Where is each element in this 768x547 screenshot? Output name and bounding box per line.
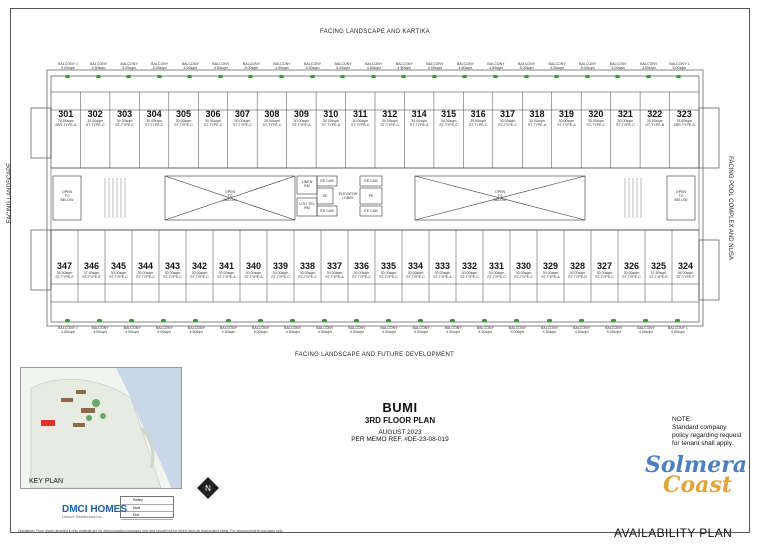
unit-331[interactable]	[483, 262, 510, 279]
unit-type: ST-TYPE-C	[468, 123, 488, 127]
ee-cab-right: EE CAB	[364, 179, 378, 183]
unit-number: 336	[353, 261, 370, 271]
se-room: SE	[322, 194, 328, 198]
unit-339[interactable]	[267, 262, 294, 279]
disclaimer: Disclaimer: Floor plans depicted in this material are for demonstration purposes only and should not be relied upon as final project plans. For announcement purposes only.	[18, 529, 284, 533]
unit-type: ST-TYPE-C	[136, 275, 155, 279]
unit-type: ST-TYPE-B	[645, 123, 665, 127]
unit-type: ST-TYPE-C	[586, 123, 606, 127]
planter-icon	[340, 75, 345, 78]
unit-type: ST-TYPE-C	[298, 275, 317, 279]
unit-number: 322	[647, 109, 663, 119]
unit-number: 341	[218, 261, 235, 271]
unit-number: 338	[299, 261, 316, 271]
unit-area: 30.00sqm	[218, 271, 235, 275]
balcony-label: BALCONY 4.50sqm	[640, 62, 658, 70]
unit-area: 30.00sqm	[434, 271, 451, 275]
unit-304[interactable]	[139, 110, 168, 127]
unit-type: ST-TYPE-C	[85, 123, 105, 127]
dmci-logo: DMCI HOMES	[62, 504, 127, 515]
planter-icon	[585, 75, 590, 78]
plan-date: AUGUST 2023	[378, 429, 422, 436]
balcony-label: BALCONY 5.00sqm	[242, 62, 261, 70]
unit-area: 30.00sqm	[542, 271, 559, 275]
unit-area: 30.00sqm	[499, 119, 516, 123]
balcony-label: BALCONY 5.00sqm	[605, 326, 623, 334]
unit-number: 310	[323, 109, 339, 119]
unit-number: 324	[677, 261, 694, 271]
unit-area: 30.00sqm	[381, 119, 398, 123]
unit-area: 78.50sqm	[57, 119, 74, 123]
unit-number: 317	[500, 109, 516, 119]
availability-plan-title: AVAILABILITY PLAN	[614, 526, 733, 540]
unit-number: 306	[205, 109, 221, 119]
unit-type: ST-TYPE-C	[380, 123, 400, 127]
unit-number: 332	[461, 261, 478, 271]
unit-340[interactable]	[240, 262, 267, 279]
unit-area: 30.00sqm	[515, 271, 532, 275]
unit-type: 2BR-TYPE-A	[55, 123, 77, 127]
elevator-lobby: ELEVATOR LOBBY	[338, 192, 358, 200]
unit-number: 316	[470, 109, 486, 119]
planter-icon	[96, 75, 101, 78]
unit-number: 331	[488, 261, 505, 271]
unit-area: 30.00sqm	[623, 271, 640, 275]
unit-317[interactable]	[493, 110, 522, 127]
unit-type: ST-TYPE-C	[498, 123, 517, 127]
unit-type: ST-TYPE-C	[109, 275, 128, 279]
unit-307[interactable]	[228, 110, 257, 127]
unit-area: 30.00sqm	[322, 119, 339, 123]
unit-325[interactable]	[645, 262, 672, 279]
unit-type: ST-TYPE-A	[325, 275, 344, 279]
unit-341[interactable]	[213, 262, 240, 279]
unit-area: 30.00sqm	[411, 119, 428, 123]
unit-type: ST-TYPE-C	[262, 123, 282, 127]
planter-icon	[161, 319, 166, 322]
balcony-label: BALCONY 1 4.50sqm	[57, 326, 79, 334]
balcony-label: BALCONY 5.00sqm	[579, 62, 597, 70]
unit-321[interactable]	[611, 110, 640, 127]
unit-318[interactable]	[522, 110, 551, 127]
balcony-label: BALCONY 5.00sqm	[426, 62, 444, 70]
unit-number: 337	[326, 261, 343, 271]
unit-type: ST-TYPE-F	[676, 275, 695, 279]
unit-type: ST-TYPE-C	[615, 123, 635, 127]
planter-icon	[354, 319, 359, 322]
unit-area: 30.00sqm	[110, 271, 127, 275]
unit-314[interactable]	[404, 110, 433, 127]
balcony-label: BALCONY 1 5.00sqm	[669, 62, 690, 70]
balcony-label: BALCONY 4.50sqm	[476, 326, 494, 334]
planter-icon	[218, 75, 223, 78]
unit-type: ST-TYPE-A	[217, 275, 236, 279]
unit-number: 330	[515, 261, 532, 271]
unit-type: ST-TYPE-C	[271, 275, 290, 279]
unit-number: 334	[407, 261, 424, 271]
left-facing-label: FACING LANDSCAPE	[7, 162, 14, 224]
unit-type: ST-TYPE-C	[233, 123, 252, 127]
unit-type: ST-TYPE-D	[568, 275, 587, 279]
unit-type: ST-TYPE-C	[144, 123, 164, 127]
balcony-label: BALCONY 5.00sqm	[517, 62, 536, 70]
planter-icon	[554, 75, 559, 78]
balcony-label: BALCONY 4.50sqm	[219, 326, 238, 334]
unit-319[interactable]	[552, 110, 581, 127]
planter-icon	[646, 75, 651, 78]
open-to-below-mid-left: OPEN TO BELOW	[223, 190, 237, 202]
unit-328[interactable]	[564, 262, 591, 279]
balcony-label: BALCONY 1 5.00sqm	[57, 62, 79, 70]
balcony-label: BALCONY 5.00sqm	[151, 62, 169, 70]
unit-number: 309	[293, 109, 309, 119]
balcony-label: BALCONY 4.50sqm	[365, 62, 383, 70]
planter-icon	[258, 319, 263, 322]
unit-number: 329	[542, 261, 559, 271]
unit-347[interactable]	[51, 262, 78, 279]
unit-number: 320	[588, 109, 604, 119]
unit-330[interactable]	[510, 262, 537, 279]
unit-type: ST-TYPE-A	[409, 123, 429, 127]
unit-number: 342	[191, 261, 208, 271]
planter-icon	[157, 75, 162, 78]
unit-number: 315	[441, 109, 457, 119]
planter-icon	[226, 319, 231, 322]
unit-type: ST-TYPE-C	[439, 123, 459, 127]
pe-room: PE	[368, 194, 374, 198]
unit-number: 318	[529, 109, 545, 119]
balcony-label: BALCONY 4.50sqm	[316, 326, 334, 334]
planter-icon	[643, 319, 648, 322]
unit-number: 345	[110, 261, 127, 271]
unit-number: 339	[272, 261, 289, 271]
unit-number: 344	[137, 261, 154, 271]
unit-type: ST-TYPE-C	[487, 275, 506, 279]
linen-room: LINEN RM	[301, 180, 313, 188]
unit-305[interactable]	[169, 110, 198, 127]
unit-area: 30.00sqm	[245, 271, 262, 275]
unit-309[interactable]	[287, 110, 316, 127]
unit-type: ST-TYPE-E	[82, 275, 101, 279]
unit-327[interactable]	[591, 262, 618, 279]
unit-number: 304	[146, 109, 162, 119]
unit-number: 305	[176, 109, 192, 119]
unit-area: 30.00sqm	[293, 119, 310, 123]
unit-type: ST-TYPE-A	[292, 123, 311, 127]
planter-icon	[432, 75, 437, 78]
unit-number: 326	[623, 261, 640, 271]
unit-312[interactable]	[375, 110, 404, 127]
north-arrow-icon	[196, 476, 220, 500]
unit-315[interactable]	[434, 110, 463, 127]
open-to-below-left: OPEN TO BELOW	[60, 190, 74, 202]
unit-308[interactable]	[257, 110, 286, 127]
floor-plan	[25, 48, 723, 340]
solmera-coast-logo: Solmera Coast	[645, 452, 748, 498]
unit-333[interactable]	[429, 262, 456, 279]
unit-number: 307	[234, 109, 250, 119]
unit-type: ST-TYPE-C	[595, 275, 614, 279]
unit-type: ST-TYPE-C	[174, 123, 193, 127]
balcony-label: BALCONY 4.50sqm	[181, 62, 199, 70]
unit-number: 335	[380, 261, 397, 271]
unit-323[interactable]	[670, 110, 699, 127]
unit-311[interactable]	[346, 110, 375, 127]
unit-area: 30.00sqm	[234, 119, 251, 123]
unit-area: 30.00sqm	[175, 119, 192, 123]
ee-cab-bottom: EE CAB	[320, 209, 334, 213]
unit-area: 30.00sqm	[470, 119, 486, 123]
unit-area: 30.00sqm	[596, 271, 613, 275]
unit-306[interactable]	[198, 110, 227, 127]
unit-343[interactable]	[159, 262, 186, 279]
unit-area: 30.00sqm	[272, 271, 289, 275]
unit-326[interactable]	[618, 262, 645, 279]
unit-type: ST-TYPE-A	[244, 275, 263, 279]
unit-number: 314	[411, 109, 427, 119]
planter-icon	[322, 319, 327, 322]
unit-324[interactable]	[672, 262, 699, 279]
unit-number: 328	[569, 261, 586, 271]
unit-number: 301	[58, 109, 74, 119]
unit-area: 30.00sqm	[146, 119, 162, 123]
planter-icon	[547, 319, 552, 322]
unit-area: 30.00sqm	[488, 271, 505, 275]
unit-area: 30.00sqm	[137, 271, 154, 275]
balcony-label: BALCONY 4.50sqm	[487, 62, 505, 70]
planter-icon	[386, 319, 391, 322]
unit-342[interactable]	[186, 262, 213, 279]
unit-area: 30.00sqm	[617, 119, 634, 123]
unit-type: ST-TYPE-C	[163, 275, 182, 279]
balcony-label: BALCONY 4.50sqm	[540, 326, 559, 334]
memo-ref: PER MEMO REF. #DE-23-08-019	[351, 436, 449, 443]
bottom-facing-label: FACING LANDSCAPE AND FUTURE DEVELOPMENT	[295, 352, 455, 358]
balcony-label: BALCONY 5.00sqm	[155, 326, 173, 334]
unit-type: ST-TYPE-C	[406, 275, 425, 279]
unit-type: ST-TYPE-C	[352, 275, 371, 279]
ee-cab-top: EE CAB	[320, 179, 334, 183]
balcony-label: BALCONY 4.50sqm	[273, 62, 291, 70]
balcony-label: BALCONY 4.50sqm	[91, 326, 109, 334]
unit-329[interactable]	[537, 262, 564, 279]
unit-number: 347	[56, 261, 73, 271]
open-to-below-right: OPEN TO BELOW	[674, 190, 688, 202]
unit-346[interactable]	[78, 262, 105, 279]
balcony-label: BALCONY 4.50sqm	[573, 326, 591, 334]
svg-text:N: N	[205, 484, 211, 493]
balcony-label: BALCONY 4.50sqm	[637, 326, 655, 334]
unit-type: ST-TYPE-C	[115, 123, 135, 127]
unit-area: 30.00sqm	[646, 119, 663, 123]
project-name: BUMI	[382, 400, 418, 415]
utility-room: UTL/ TEL RM	[299, 202, 315, 210]
balcony-label: BALCONY 4.50sqm	[212, 62, 230, 70]
unit-number: 302	[87, 109, 103, 119]
unit-type: ST-TYPE-C	[190, 275, 209, 279]
planter-icon	[418, 319, 423, 322]
planter-icon	[579, 319, 584, 322]
unit-area: 30.00sqm	[191, 271, 208, 275]
unit-301[interactable]	[51, 110, 80, 127]
unit-area: 30.00sqm	[529, 119, 545, 123]
planter-icon	[450, 319, 455, 322]
unit-344[interactable]	[132, 262, 159, 279]
planter-icon	[675, 319, 680, 322]
top-facing-label: FACING LANDSCAPE AND KARTIKA	[320, 29, 430, 35]
planter-icon	[310, 75, 315, 78]
unit-area: 30.00sqm	[116, 119, 133, 123]
unit-area: 30.00sqm	[87, 119, 104, 123]
unit-type: ST-TYPE-A	[321, 123, 341, 127]
unit-area: 30.00sqm	[380, 271, 397, 275]
unit-number: 319	[558, 109, 574, 119]
balcony-label: BALCONY 4.50sqm	[380, 326, 398, 334]
unit-338[interactable]	[294, 262, 321, 279]
balcony-label: BALCONY 4.50sqm	[284, 326, 302, 334]
unit-type: ST-TYPE-C	[203, 123, 223, 127]
unit-type: 2BR-TYPE-A	[673, 123, 695, 127]
balcony-label: BALCONY 5.00sqm	[252, 326, 270, 334]
planter-icon	[611, 319, 616, 322]
unit-number: 312	[382, 109, 398, 119]
unit-322[interactable]	[640, 110, 669, 127]
unit-number: 333	[434, 261, 451, 271]
floor-title: 3RD FLOOR PLAN	[364, 416, 436, 425]
unit-number: 325	[650, 261, 667, 271]
unit-area: 36.00sqm	[677, 271, 694, 275]
unit-316[interactable]	[463, 110, 492, 127]
unit-area: 30.00sqm	[299, 271, 316, 275]
planter-icon	[65, 75, 70, 78]
unit-area: 30.00sqm	[440, 119, 457, 123]
planter-icon	[524, 75, 529, 78]
unit-number: 327	[596, 261, 613, 271]
unit-type: ST-TYPE-A	[541, 275, 560, 279]
unit-number: 308	[264, 109, 280, 119]
planter-icon	[615, 75, 620, 78]
unit-area: 37.50sqm	[83, 271, 100, 275]
title-block	[300, 400, 500, 443]
unit-type: ST-TYPE-C	[622, 275, 641, 279]
unit-type: ST-TYPE-C	[350, 123, 370, 127]
note-box: NOTE: Standard company policy regarding request for tenant shall apply.	[672, 416, 742, 447]
unit-area: 30.00sqm	[407, 271, 424, 275]
unit-area: 30.00sqm	[461, 271, 478, 275]
revision-stamp: Reaxy Noel Dist	[120, 496, 174, 518]
ee-cab-right-bottom: EE CAB	[364, 209, 378, 213]
unit-area: 30.00sqm	[264, 119, 280, 123]
unit-number: 340	[245, 261, 262, 271]
unit-area: 30.00sqm	[164, 271, 181, 275]
planter-icon	[401, 75, 406, 78]
unit-area: 30.00sqm	[326, 271, 343, 275]
unit-area: 30.00sqm	[588, 119, 604, 123]
balcony-label: BALCONY 1 4.50sqm	[667, 326, 688, 334]
unit-number: 303	[117, 109, 133, 119]
balcony-label: BALCONY 5.00sqm	[334, 62, 352, 70]
unit-337[interactable]	[321, 262, 348, 279]
balcony-label: BALCONY 4.50sqm	[303, 62, 322, 70]
unit-332[interactable]	[456, 262, 483, 279]
open-to-below-mid-right: OPEN TO BELOW	[493, 190, 507, 202]
planter-icon	[129, 319, 134, 322]
unit-type: ST-TYPE-C	[514, 275, 533, 279]
balcony-label: BALCONY 5.00sqm	[609, 62, 627, 70]
balcony-label: BALCONY 5.00sqm	[508, 326, 526, 334]
unit-345[interactable]	[105, 262, 132, 279]
planter-icon	[371, 75, 376, 78]
unit-number: 311	[352, 109, 368, 119]
unit-302[interactable]	[80, 110, 109, 127]
unit-type: ST-TYPE-A	[557, 123, 576, 127]
unit-area: 30.00sqm	[353, 271, 370, 275]
unit-type: ST-TYPE-C	[379, 275, 398, 279]
unit-area: 37.50sqm	[650, 271, 667, 275]
balcony-label: BALCONY 4.50sqm	[548, 62, 566, 70]
unit-type: ST-TYPE-E	[649, 275, 668, 279]
unit-number: 321	[617, 109, 633, 119]
unit-number: 346	[83, 261, 100, 271]
planter-icon	[482, 319, 487, 322]
balcony-label: BALCONY 4.50sqm	[89, 62, 108, 70]
planter-icon	[290, 319, 295, 322]
key-plan	[20, 367, 182, 489]
balcony-label: BALCONY 4.50sqm	[395, 62, 413, 70]
balcony-label: BALCONY 4.50sqm	[187, 326, 205, 334]
unit-320[interactable]	[581, 110, 610, 127]
balcony-label: BALCONY 4.50sqm	[456, 62, 475, 70]
unit-number: 323	[676, 109, 692, 119]
key-plan-label: KEY PLAN	[29, 478, 64, 485]
unit-type: ST-TYPE-A	[433, 275, 452, 279]
unit-334[interactable]	[402, 262, 429, 279]
right-facing-label: FACING POOL COMPLEX AND NUSA	[726, 156, 733, 260]
unit-area: 30.00sqm	[352, 119, 369, 123]
balcony-label: BALCONY 5.00sqm	[348, 326, 366, 334]
dmci-sub: Leisure Residences Inc.	[62, 515, 103, 519]
unit-336[interactable]	[348, 262, 375, 279]
balcony-label: BALCONY 4.50sqm	[444, 326, 462, 334]
unit-area: 36.50sqm	[56, 271, 73, 275]
key-plan-map	[21, 368, 181, 488]
unit-310[interactable]	[316, 110, 345, 127]
planter-icon	[493, 75, 498, 78]
unit-type: ST-TYPE-C	[460, 275, 479, 279]
unit-type: ST-TYPE-F	[55, 275, 74, 279]
unit-335[interactable]	[375, 262, 402, 279]
planter-icon	[65, 319, 70, 322]
balcony-label: BALCONY 4.50sqm	[123, 326, 141, 334]
unit-area: 30.00sqm	[558, 119, 575, 123]
balcony-label: BALCONY 5.00sqm	[412, 326, 430, 334]
planter-icon	[97, 319, 102, 322]
unit-area: 78.50sqm	[676, 119, 693, 123]
unit-type: ST-TYPE-A	[527, 123, 547, 127]
planter-icon	[126, 75, 131, 78]
unit-303[interactable]	[110, 110, 139, 127]
unit-area: 30.00sqm	[205, 119, 221, 123]
unit-number: 343	[164, 261, 181, 271]
balcony-label: BALCONY 5.00sqm	[120, 62, 138, 70]
planter-icon	[187, 75, 192, 78]
planter-icon	[279, 75, 284, 78]
unit-area: 30.00sqm	[569, 271, 586, 275]
